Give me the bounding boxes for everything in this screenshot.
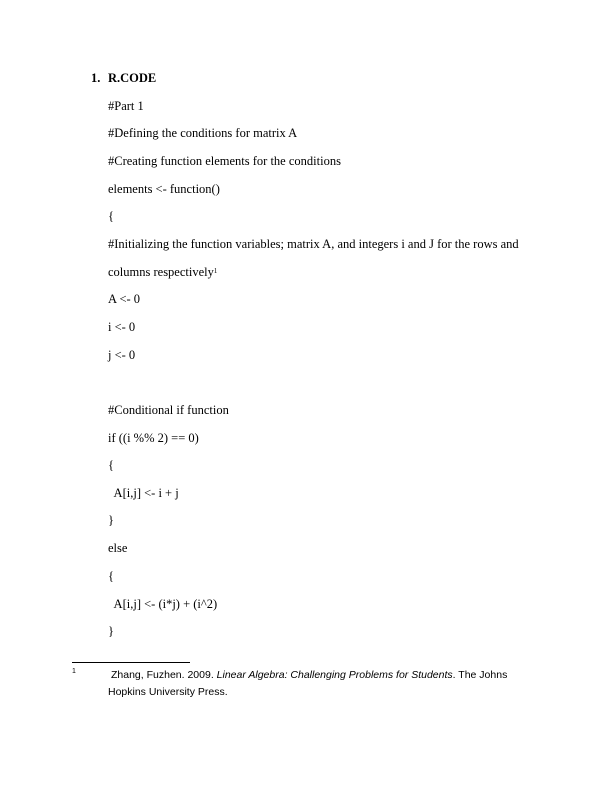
code-line: { [108,458,114,472]
footnote-reference[interactable]: 1 [213,267,218,275]
code-line-with-footnote [108,265,217,280]
footnote-publisher: . The Johns Hopkins University Press. [108,669,508,698]
code-line: A[i,j] <- (i*j) + (i^2) [108,597,218,611]
code-line: { [108,209,114,223]
code-line: i <- 0 [108,320,136,334]
code-line: if ((i %% 2) == 0) [108,431,199,445]
code-line: } [108,624,114,638]
code-line: A[i,j] <- i + j [108,486,179,500]
code-line: } [108,513,114,527]
code-line: columns respectively [108,265,214,279]
code-line: else [108,541,128,555]
footnote-text [108,667,538,701]
code-line: #Part 1 [108,99,144,113]
footnote-author-year: Zhang, Fuzhen. 2009. [111,669,217,681]
section-title: R.CODE [108,71,157,85]
code-line: A <- 0 [108,292,141,306]
section-number: 1. [91,71,101,85]
footnote-marker: 1 [72,668,76,675]
code-line: #Conditional if function [108,403,229,417]
code-line: elements <- function() [108,182,220,196]
code-line: j <- 0 [108,348,136,362]
section-heading [91,71,156,86]
code-line: { [108,569,114,583]
footnote-separator [72,662,190,663]
code-line: #Defining the conditions for matrix A [108,126,298,140]
code-line: #Initializing the function variables; matrix A, and integers i and J for the rows and [108,237,519,251]
code-line: #Creating function elements for the conditions [108,154,341,168]
footnote-book-title: Linear Algebra: Challenging Problems for Students [216,669,453,681]
